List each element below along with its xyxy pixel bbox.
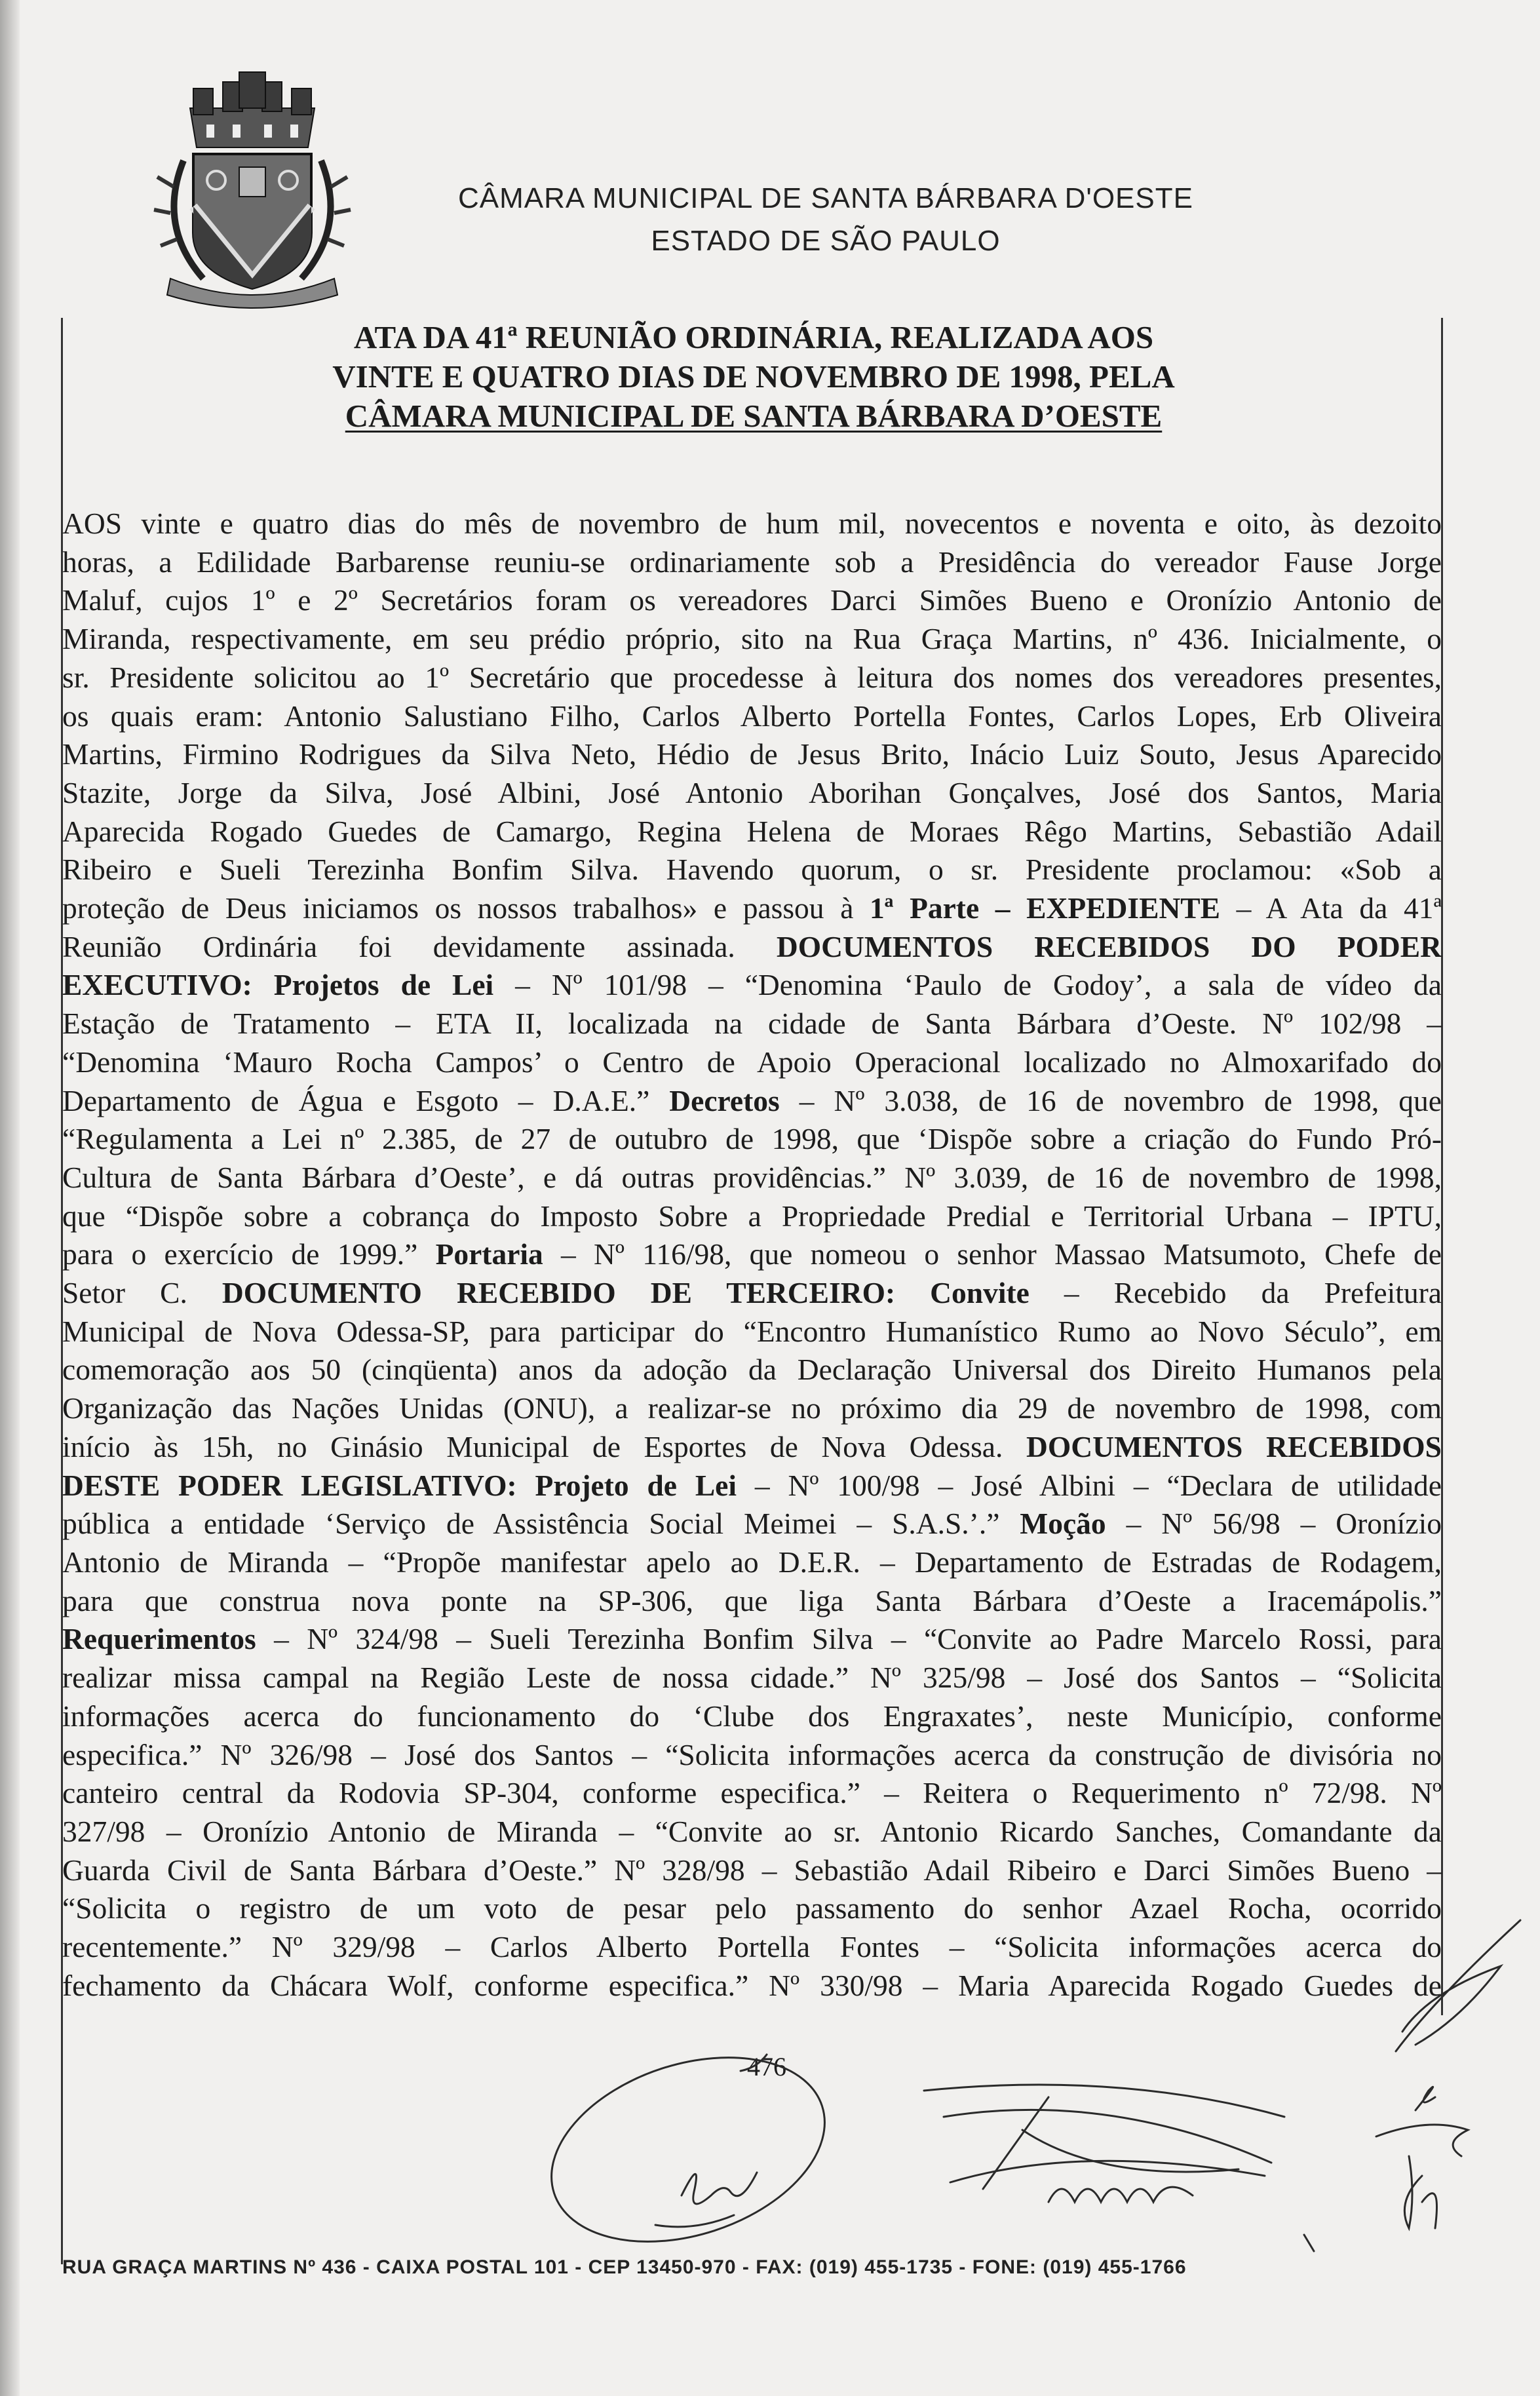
body-line [62,1428,1442,1467]
body-line: Estação de Tratamento – ETA II, localizada na cidade de Santa Bárbara d’Oeste. Nº 102/98 – [62,1007,1442,1041]
section-heading: Moção [1020,1507,1106,1541]
body-line: informações acerca do funcionamento do ‘Clube dos Engraxates’, neste Município, conforme [62,1699,1442,1733]
body-line: comemoração aos 50 (cinqüenta) anos da adoção da Declaração Universal dos Direito Humanos pela [62,1353,1442,1387]
institution-name: CÂMARA MUNICIPAL DE SANTA BÁRBARA D'OESTE [458,182,1193,214]
body-text-run: – Nº 116/98, que nomeou o senhor Massao Matsumoto, Chefe de [543,1237,1442,1271]
minutes-body [62,505,1442,2005]
footer-address: RUA GRAÇA MARTINS Nº 436 - CAIXA POSTAL 101 - CEP 13450-970 - FAX: (019) 455-1735 - FONE: (019) 455-1766 [62,2256,1187,2278]
body-text-run: início às 15h, no Ginásio Municipal de Esportes de Nova Odessa. [62,1429,1026,1463]
body-line [62,1235,1442,1274]
section-heading: 1ª Parte – EXPEDIENTE [870,891,1221,925]
body-text-run: – Nº 100/98 – José Albini – “Declara de utilidade [737,1468,1442,1502]
body-line [62,1082,1442,1121]
body-line: recentemente.” Nº 329/98 – Carlos Alberto Portella Fontes – “Solicita informações acerca do [62,1930,1442,1964]
body-line: os quais eram: Antonio Salustiano Filho, Carlos Alberto Portella Fontes, Carlos Lopes, Erb Oliveira [62,699,1442,733]
body-line: Guarda Civil de Santa Bárbara d’Oeste.” Nº 328/98 – Sebastião Adail Ribeiro e Darci Simões Bueno – [62,1853,1442,1887]
body-text-run: – Nº 324/98 – Sueli Terezinha Bonfim Silva – “Convite ao Padre Marcelo Rossi, para [256,1622,1442,1656]
body-line: 327/98 – Oronízio Antonio de Miranda – “Convite ao sr. Antonio Ricardo Sanches, Comandante da [62,1814,1442,1848]
body-line [62,1505,1442,1543]
body-line [62,1274,1442,1313]
body-line [62,1467,1442,1505]
body-text-run: Reunião Ordinária foi devidamente assinada. [62,929,777,963]
body-line: que “Dispõe sobre a cobrança do Imposto Sobre a Propriedade Predial e Territorial Urbana – IPTU, [62,1199,1442,1233]
body-line: Municipal de Nova Odessa-SP, para participar do “Encontro Humanístico Rumo ao Novo Século”, em [62,1314,1442,1348]
body-line [62,928,1442,967]
body-line [62,966,1442,1005]
body-line: realizar missa campal na Região Leste de nossa cidade.” Nº 325/98 – José dos Santos – “Solicita [62,1661,1442,1695]
minutes-title [262,318,1245,436]
title-line-2: VINTE E QUATRO DIAS DE NOVEMBRO DE 1998, PELA [332,358,1175,395]
municipal-coat-of-arms [144,62,360,311]
body-text-run: Setor C. [62,1276,222,1310]
body-line: canteiro central da Rodovia SP-304, conforme especifica.” – Reitera o Requerimento nº 72/98. Nº [62,1776,1442,1810]
body-line: fechamento da Chácara Wolf, conforme especifica.” Nº 330/98 – Maria Aparecida Rogado Guedes de [62,1968,1442,2002]
body-line: Martins, Firmino Rodrigues da Silva Neto, Hédio de Jesus Brito, Inácio Luiz Souto, Jesus Aparecido [62,737,1442,771]
body-text-run: – Recebido da Prefeitura [1029,1276,1442,1310]
body-line: horas, a Edilidade Barbarense reuniu-se ordinariamente sob a Presidência do vereador Fause Jorge [62,545,1442,579]
body-line: AOS vinte e quatro dias do mês de novembro de hum mil, novecentos e noventa e oito, às dezoito [62,507,1442,540]
state-name: ESTADO DE SÃO PAULO [651,225,1001,257]
body-text-run: Departamento de Água e Esgoto – D.A.E.” [62,1083,670,1117]
title-line-1: ATA DA 41ª REUNIÃO ORDINÁRIA, REALIZADA AOS [353,319,1154,355]
body-line: Antonio de Miranda – “Propõe manifestar apelo ao D.E.R. – Departamento de Estradas de Rodagem, [62,1545,1442,1579]
section-heading: Requerimentos [62,1622,256,1656]
body-line: especifica.” Nº 326/98 – José dos Santos – “Solicita informações acerca da construção de divisória no [62,1737,1442,1771]
body-line: “Regulamenta a Lei nº 2.385, de 27 de outubro de 1998, que ‘Dispõe sobre a criação do Fundo Pró- [62,1122,1442,1156]
body-line: Cultura de Santa Bárbara d’Oeste’, e dá outras providências.” Nº 3.039, de 16 de novembro de 1998, [62,1160,1442,1194]
body-line: “Solicita o registro de um voto de pesar pelo passamento do senhor Azael Rocha, ocorrido [62,1891,1442,1925]
body-text-run: pública a entidade ‘Serviço de Assistência Social Meimei – S.A.S.’.” [62,1507,1020,1541]
body-text-run: – Nº 101/98 – “Denomina ‘Paulo de Godoy’, a sala de vídeo da [493,968,1442,1002]
body-line: Ribeiro e Sueli Terezinha Bonfim Silva. Havendo quorum, o sr. Presidente proclamou: «Sob a [62,853,1442,887]
body-line [62,1620,1442,1659]
section-heading: EXECUTIVO: Projetos de Lei [62,968,494,1002]
section-heading: DESTE PODER LEGISLATIVO: Projeto de Lei [62,1468,737,1502]
body-line: “Denomina ‘Mauro Rocha Campos’ o Centro de Apoio Operacional localizado no Almoxarifado do [62,1045,1442,1079]
section-heading: Portaria [435,1237,543,1271]
section-heading: DOCUMENTO RECEBIDO DE TERCEIRO: Convite [221,1276,1030,1310]
body-line: Aparecida Rogado Guedes de Camargo, Regina Helena de Moraes Rêgo Martins, Sebastião Adail [62,814,1442,848]
body-line: Miranda, respectivamente, em seu prédio próprio, sito na Rua Graça Martins, nº 436. Inicialmente, o [62,622,1442,656]
body-text-run: – Nº 3.038, de 16 de novembro de 1998, que [779,1083,1442,1117]
section-heading: DOCUMENTOS RECEBIDOS DO PODER [776,929,1442,963]
body-text-run: – Nº 56/98 – Oronízio [1106,1507,1442,1541]
body-text-run: para o exercício de 1999.” [62,1237,436,1271]
body-line: sr. Presidente solicitou ao 1º Secretário que procedesse à leitura dos nomes dos vereadores presentes, [62,660,1442,694]
body-line: Stazite, Jorge da Silva, José Albini, José Antonio Aborihan Gonçalves, José dos Santos, Maria [62,775,1442,809]
body-line: Organização das Nações Unidas (ONU), a realizar-se no próximo dia 29 de novembro de 1998, com [62,1391,1442,1425]
title-line-3: CÂMARA MUNICIPAL DE SANTA BÁRBARA D’OESTE [345,398,1163,434]
body-line [62,889,1442,928]
section-heading: DOCUMENTOS RECEBIDOS [1026,1429,1442,1463]
body-line: Maluf, cujos 1º e 2º Secretários foram os vereadores Darci Simões Bueno e Oronízio Antonio de [62,583,1442,617]
page-number: 476 [747,2052,786,2081]
page-edge-shadow [0,0,20,2396]
section-heading: Decretos [669,1083,780,1117]
body-text-run: – A Ata da 41ª [1220,891,1442,925]
body-text-run: proteção de Deus iniciamos os nossos trabalhos» e passou à [62,891,870,925]
body-line: para que construa nova ponte na SP-306, que liga Santa Bárbara d’Oeste a Iracemápolis.” [62,1583,1442,1617]
